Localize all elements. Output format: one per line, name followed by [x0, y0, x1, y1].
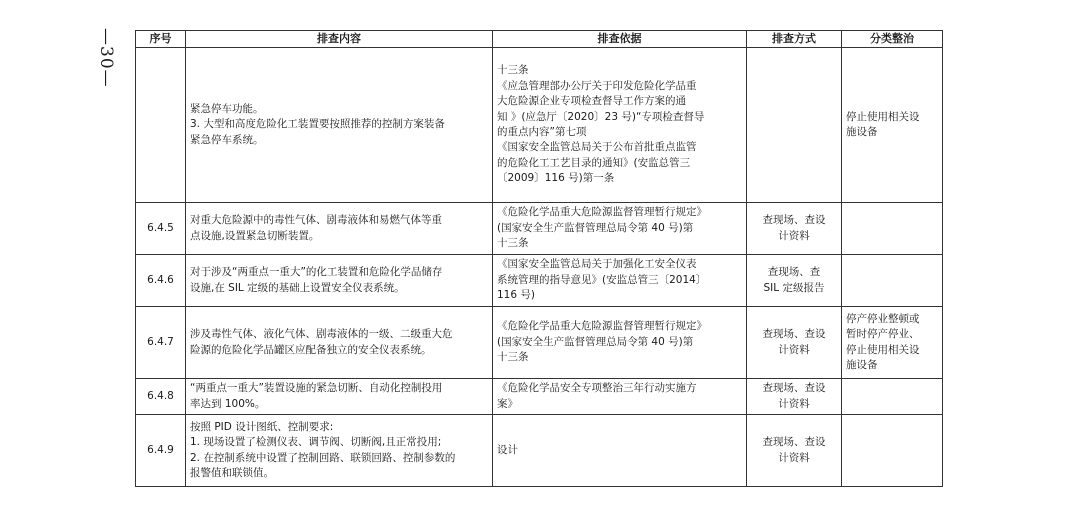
method-line: 计资料 [778, 229, 810, 242]
cell-serial-number: 6.4.7 [136, 307, 186, 379]
page-number: —30— [96, 28, 116, 88]
cell-basis [493, 203, 747, 255]
inspection-table [135, 30, 943, 487]
header-inspection-method: 排查方式 [747, 31, 842, 48]
table-row [136, 307, 943, 379]
cell-method [747, 203, 842, 255]
cell-classification [842, 203, 943, 255]
table-row [136, 379, 943, 415]
cell-content [186, 415, 493, 487]
method-line: SIL 定级报告 [763, 281, 825, 294]
cell-method [747, 255, 842, 307]
method-line: 查现场、查 [767, 266, 821, 279]
method-line: 计资料 [778, 397, 810, 410]
classification-line: 停止使用相关设 [846, 343, 920, 356]
header-inspection-content: 排查内容 [186, 31, 493, 48]
table-header-row [136, 31, 943, 48]
basis-line: 《危险化学品重大危险源监督管理暂行规定》 [497, 320, 707, 333]
basis-line: 系统管理的指导意见》(安监总管三〔2014〕 [497, 273, 707, 286]
cell-serial-number: 6.4.9 [136, 415, 186, 487]
content-line: “两重点一重大”装置设施的紧急切断、自动化控制投用 [190, 382, 443, 395]
method-line: 查现场、查设 [762, 328, 826, 341]
cell-method [747, 415, 842, 487]
content-line: 率达到 100%。 [190, 397, 266, 410]
classification-line: 施设备 [846, 358, 878, 371]
method-line: 查现场、查设 [762, 214, 826, 227]
cell-basis [493, 307, 747, 379]
basis-line: 《危险化学品重大危险源监督管理暂行规定》 [497, 206, 707, 219]
cell-content [186, 255, 493, 307]
cell-basis [493, 379, 747, 415]
basis-line: 十三条 [497, 351, 529, 364]
basis-line: 的重点内容”第七项 [497, 126, 587, 138]
cell-method [747, 48, 842, 203]
basis-line: 知 》(应急厅〔2020〕23 号)“专项检查督导 [497, 110, 705, 123]
content-line: 涉及毒性气体、液化气体、剧毒液体的一级、二级重大危 [190, 328, 453, 341]
cell-classification [842, 415, 943, 487]
cell-basis [493, 255, 747, 307]
content-line: 紧急停车功能。 [190, 102, 264, 115]
cell-serial-number [136, 48, 186, 203]
basis-line: 十三条 [497, 64, 529, 77]
cell-serial-number: 6.4.6 [136, 255, 186, 307]
table-row [136, 415, 943, 487]
basis-line: 《国家安全监管总局关于加强化工安全仪表 [497, 258, 697, 271]
table-row [136, 255, 943, 307]
content-line: 设施,在 SIL 定级的基础上设置安全仪表系统。 [190, 281, 405, 294]
cell-basis [493, 415, 747, 487]
table-row [136, 203, 943, 255]
content-line: 3. 大型和高度危险化工装置要按照推荐的控制方案装备 [190, 118, 445, 131]
cell-content [186, 379, 493, 415]
header-inspection-basis: 排查依据 [493, 31, 747, 48]
basis-line: 设计 [497, 443, 518, 456]
content-line: 对于涉及“两重点一重大”的化工装置和危险化学品储存 [190, 266, 443, 279]
content-line: 险源的危险化学品罐区应配备独立的安全仪表系统。 [190, 343, 432, 356]
content-line: 按照 PID 设计图纸、控制要求: [190, 420, 334, 433]
cell-classification [842, 255, 943, 307]
table-row [136, 48, 943, 203]
basis-line: 《危险化学品安全专项整治三年行动实施方 [497, 382, 697, 395]
header-serial-number: 序号 [136, 31, 186, 48]
cell-classification [842, 379, 943, 415]
method-line: 计资料 [778, 343, 810, 356]
cell-classification [842, 48, 943, 203]
method-line: 计资料 [778, 451, 810, 464]
content-line: 2. 在控制系统中设置了控制回路、联锁回路、控制参数的 [190, 451, 456, 464]
basis-line: 大危险源企业专项检查督导工作方案的通 [497, 95, 686, 108]
method-line: 查现场、查设 [762, 382, 826, 395]
basis-line: 《国家安全监管总局关于公布首批重点监管 [497, 141, 697, 154]
basis-line: 案》 [497, 397, 518, 410]
cell-content [186, 48, 493, 203]
content-line: 紧急停车系统。 [190, 133, 264, 146]
classification-line: 停止使用相关设 [846, 110, 920, 123]
method-line: 查现场、查设 [762, 436, 826, 449]
basis-line: (国家安全生产监督管理总局令第 40 号)第 [497, 335, 694, 348]
classification-line: 暂时停产停业、 [846, 328, 920, 341]
cell-serial-number: 6.4.8 [136, 379, 186, 415]
cell-content [186, 307, 493, 379]
cell-method [747, 307, 842, 379]
cell-basis [493, 48, 747, 203]
classification-line: 施设备 [846, 126, 878, 138]
classification-line: 停产停业整顿或 [846, 312, 920, 325]
header-classified-rectification: 分类整治 [842, 31, 943, 48]
cell-classification [842, 307, 943, 379]
content-line: 点设施,设置紧急切断装置。 [190, 229, 320, 242]
content-line: 对重大危险源中的毒性气体、剧毒液体和易燃气体等重 [190, 214, 442, 227]
content-line: 1. 现场设置了检测仪表、调节阀、切断阀,且正常投用; [190, 436, 442, 449]
basis-line: 〔2009〕116 号)第一条 [497, 172, 615, 185]
content-line: 报警值和联锁值。 [190, 466, 274, 479]
basis-line: 《应急管理部办公厅关于印发危险化学品重 [497, 79, 697, 92]
cell-method [747, 379, 842, 415]
basis-line: 116 号) [497, 289, 535, 302]
cell-serial-number: 6.4.5 [136, 203, 186, 255]
basis-line: (国家安全生产监督管理总局令第 40 号)第 [497, 221, 694, 234]
basis-line: 十三条 [497, 237, 529, 250]
basis-line: 的危险化工工艺目录的通知》(安监总管三 [497, 156, 691, 169]
cell-content [186, 203, 493, 255]
